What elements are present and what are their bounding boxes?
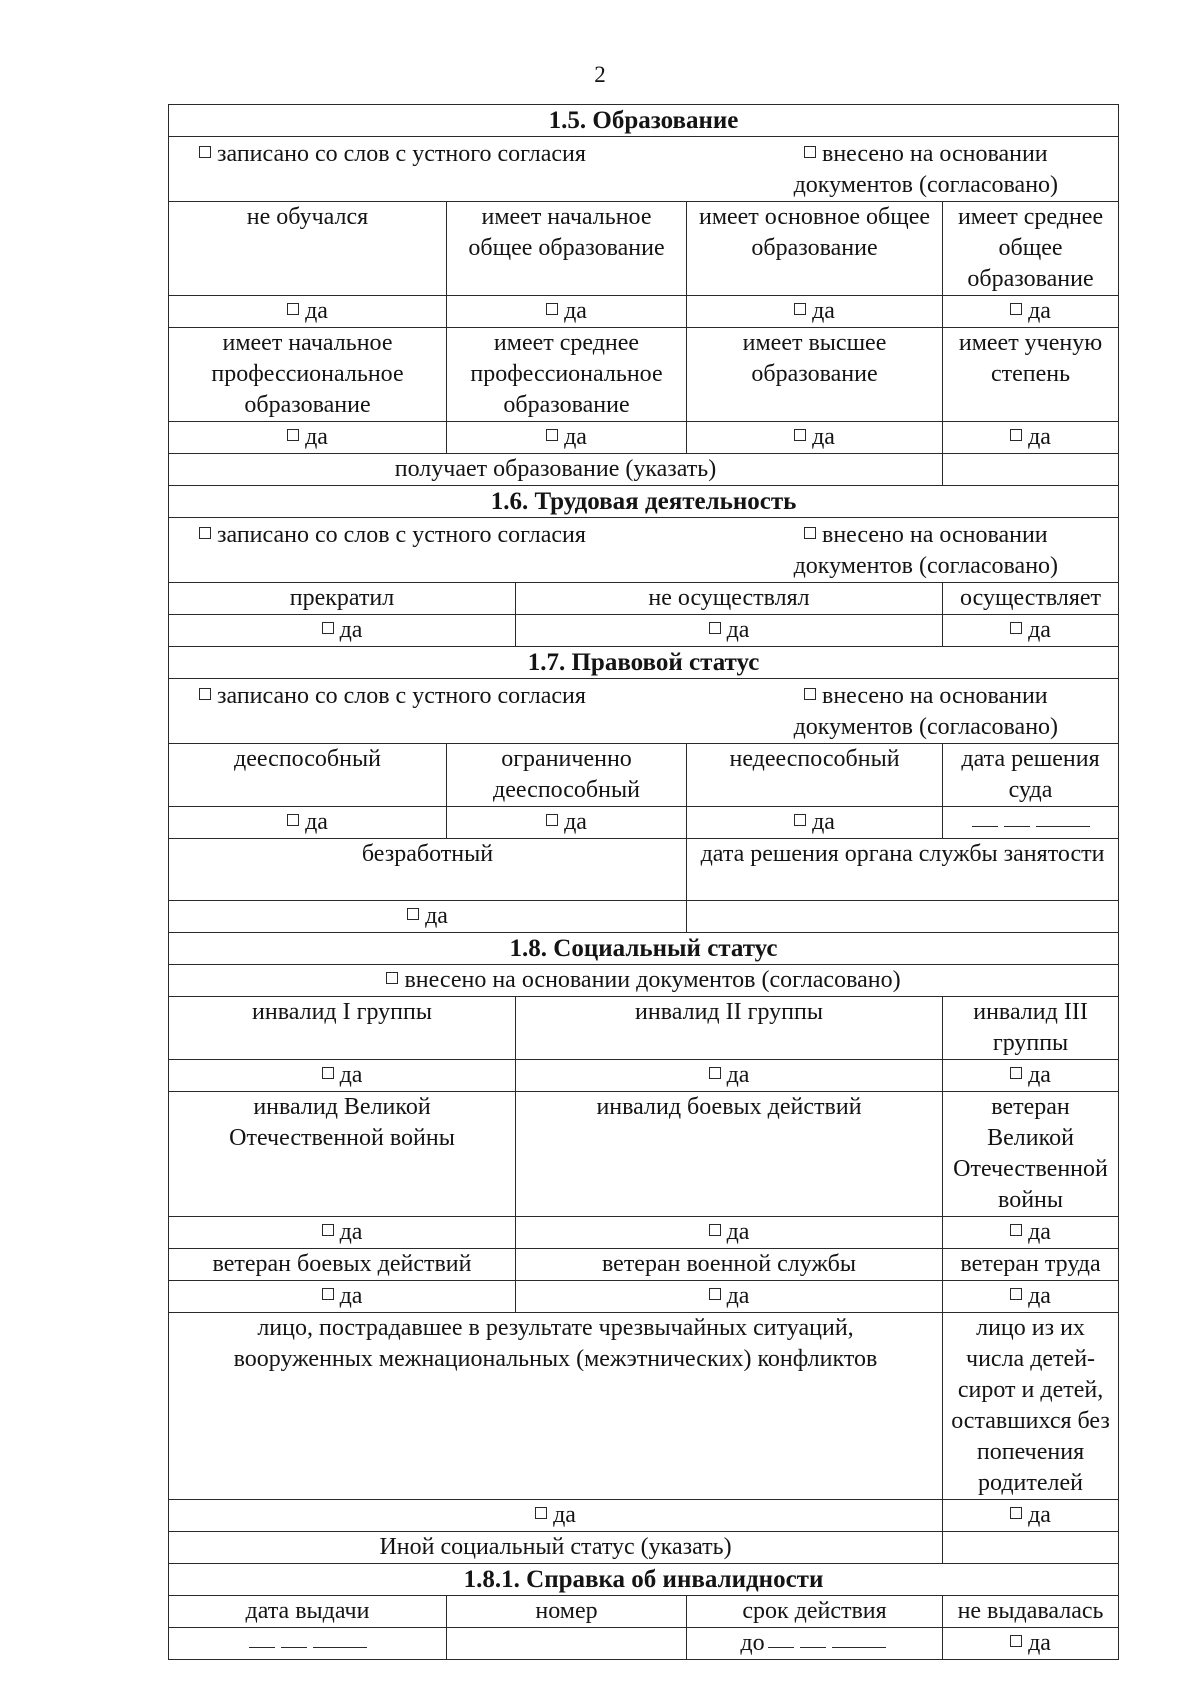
oral-consent-label: записано со слов с устного согласия <box>217 141 586 167</box>
yes-cell: да <box>447 807 687 839</box>
checkbox-documents[interactable] <box>804 527 816 539</box>
page-number: 2 <box>594 62 606 87</box>
option-secondary-professional: имеет среднее профессиональное образование <box>447 328 687 422</box>
yes-cell: да <box>943 422 1119 454</box>
checkbox-emergency-victim[interactable] <box>535 1507 547 1519</box>
until-label: до <box>740 1630 765 1656</box>
option-higher: имеет высшее образование <box>687 328 943 422</box>
checkbox-orphans[interactable] <box>1010 1507 1022 1519</box>
checkbox-degree[interactable] <box>1010 429 1022 441</box>
yes-cell: да <box>943 1500 1119 1532</box>
option-incapable: недееспособный <box>687 744 943 807</box>
option-military-veteran: ветеран военной службы <box>516 1249 943 1281</box>
data-source-row: записано со слов с устного согласия внесено на основании документов (согласовано) <box>169 679 1119 744</box>
checkbox-not-worked[interactable] <box>709 622 721 634</box>
option-basic-general: имеет основное общее образование <box>687 202 943 296</box>
receiving-education-field[interactable] <box>943 454 1119 486</box>
yes-cell: да <box>943 296 1119 328</box>
data-source-row: внесено на основании документов (согласовано) <box>169 965 1119 997</box>
yes-cell: да <box>943 1217 1119 1249</box>
court-decision-date-label: дата решения суда <box>943 744 1119 807</box>
option-disabled-group-2: инвалид II группы <box>516 997 943 1060</box>
yes-cell: да <box>687 296 943 328</box>
checkbox-documents[interactable] <box>804 688 816 700</box>
court-decision-date-field[interactable] <box>943 807 1119 839</box>
option-not-studied: не обучался <box>169 202 447 296</box>
section-title-education: 1.5. Образование <box>169 105 1119 137</box>
option-working: осуществляет <box>943 583 1119 615</box>
checkbox-unemployed[interactable] <box>407 908 419 920</box>
checkbox-military-veteran[interactable] <box>709 1288 721 1300</box>
checkbox-secondary-general[interactable] <box>1010 303 1022 315</box>
checkbox-ww2-veteran[interactable] <box>1010 1224 1022 1236</box>
issue-date-field[interactable] <box>169 1628 447 1660</box>
checkbox-secondary-professional[interactable] <box>546 429 558 441</box>
option-labor-veteran: ветеран труда <box>943 1249 1119 1281</box>
checkbox-basic-general[interactable] <box>794 303 806 315</box>
checkbox-higher[interactable] <box>794 429 806 441</box>
checkbox-working[interactable] <box>1010 622 1022 634</box>
documents-label: внесено на основании <box>821 141 1048 167</box>
checkbox-not-studied[interactable] <box>287 303 299 315</box>
yes-cell: да <box>169 1060 516 1092</box>
checkbox-labor-veteran[interactable] <box>1010 1288 1022 1300</box>
data-source-row: записано со слов с устного согласия внесено на основании документов (согласовано) <box>169 518 1119 583</box>
option-stopped: прекратил <box>169 583 516 615</box>
checkbox-oral-consent[interactable] <box>199 688 211 700</box>
option-combat-veteran: ветеран боевых действий <box>169 1249 516 1281</box>
other-social-status-field[interactable] <box>943 1532 1119 1564</box>
option-emergency-victim: лицо, пострадавшее в результате чрезвычайных ситуаций, вооруженных межнациональных (межэтнических) конфликтов <box>169 1313 943 1500</box>
yes-cell: да <box>687 807 943 839</box>
checkbox-disabled-group-3[interactable] <box>1010 1067 1022 1079</box>
yes-cell: да <box>943 1060 1119 1092</box>
employment-decision-date-field[interactable] <box>687 901 1119 933</box>
option-primary-professional: имеет начальное профессиональное образование <box>169 328 447 422</box>
header-validity: срок действия <box>687 1596 943 1628</box>
yes-cell: да <box>516 1281 943 1313</box>
yes-cell: да <box>516 615 943 647</box>
yes-cell: да <box>169 1217 516 1249</box>
documents-label-2: документов (согласовано) <box>793 172 1059 198</box>
checkbox-incapable[interactable] <box>794 814 806 826</box>
checkbox-documents[interactable] <box>386 972 398 984</box>
option-orphans: лицо из их числа детей-сирот и детей, оставшихся без попечения родителей <box>943 1313 1119 1500</box>
checkbox-combat-veteran[interactable] <box>322 1288 334 1300</box>
yes-cell: да <box>169 296 447 328</box>
section-1-5-header <box>169 105 1119 137</box>
yes-cell: да <box>447 296 687 328</box>
checkbox-ww2-disabled[interactable] <box>322 1224 334 1236</box>
yes-cell: да <box>447 422 687 454</box>
option-degree: имеет ученую степень <box>943 328 1119 422</box>
yes-cell: да <box>943 1628 1119 1660</box>
option-capable: дееспособный <box>169 744 447 807</box>
social-form <box>168 104 1118 1660</box>
checkbox-disabled-group-2[interactable] <box>709 1067 721 1079</box>
yes-cell: да <box>516 1060 943 1092</box>
yes-cell: да <box>169 422 447 454</box>
checkbox-not-issued[interactable] <box>1010 1635 1022 1647</box>
option-primary-general: имеет начальное общее образование <box>447 202 687 296</box>
option-unemployed: безработный <box>169 839 687 901</box>
option-not-worked: не осуществлял <box>516 583 943 615</box>
option-ww2-disabled: инвалид Великой Отечественной войны <box>169 1092 516 1217</box>
data-source-row <box>169 137 1119 202</box>
header-number: номер <box>447 1596 687 1628</box>
option-combat-disabled: инвалид боевых действий <box>516 1092 943 1217</box>
header-not-issued: не выдавалась <box>943 1596 1119 1628</box>
validity-field[interactable] <box>687 1628 943 1660</box>
yes-cell: да <box>687 422 943 454</box>
option-ww2-veteran: ветеран Великой Отечественной войны <box>943 1092 1119 1217</box>
yes-cell: да <box>943 615 1119 647</box>
checkbox-primary-general[interactable] <box>546 303 558 315</box>
checkbox-oral-consent[interactable] <box>199 527 211 539</box>
yes-cell: да <box>169 901 687 933</box>
yes-cell: да <box>516 1217 943 1249</box>
option-disabled-group-1: инвалид I группы <box>169 997 516 1060</box>
yes-cell: да <box>169 1281 516 1313</box>
header-issue-date: дата выдачи <box>169 1596 447 1628</box>
checkbox-disabled-group-1[interactable] <box>322 1067 334 1079</box>
section-title-legal-status: 1.7. Правовой статус <box>169 647 1119 679</box>
section-title-employment: 1.6. Трудовая деятельность <box>169 486 1119 518</box>
checkbox-documents[interactable] <box>804 146 816 158</box>
checkbox-capable[interactable] <box>287 814 299 826</box>
form-table <box>168 104 1119 1660</box>
option-disabled-group-3: инвалид III группы <box>943 997 1119 1060</box>
option-secondary-general: имеет среднее общее образование <box>943 202 1119 296</box>
section-title-disability-certificate: 1.8.1. Справка об инвалидности <box>169 1564 1119 1596</box>
checkbox-oral-consent[interactable] <box>199 146 211 158</box>
checkbox-stopped[interactable] <box>322 622 334 634</box>
employment-decision-date-label: дата решения органа службы занятости <box>687 839 1119 901</box>
yes-cell: да <box>169 807 447 839</box>
option-limited-capable: ограниченно дееспособный <box>447 744 687 807</box>
other-social-status-label: Иной социальный статус (указать) <box>169 1532 943 1564</box>
yes-cell: да <box>943 1281 1119 1313</box>
receiving-education-label: получает образование (указать) <box>169 454 943 486</box>
yes-cell: да <box>169 615 516 647</box>
number-field[interactable] <box>447 1628 687 1660</box>
checkbox-combat-disabled[interactable] <box>709 1224 721 1236</box>
yes-cell: да <box>169 1500 943 1532</box>
checkbox-limited-capable[interactable] <box>546 814 558 826</box>
section-title-social-status: 1.8. Социальный статус <box>169 933 1119 965</box>
checkbox-primary-professional[interactable] <box>287 429 299 441</box>
